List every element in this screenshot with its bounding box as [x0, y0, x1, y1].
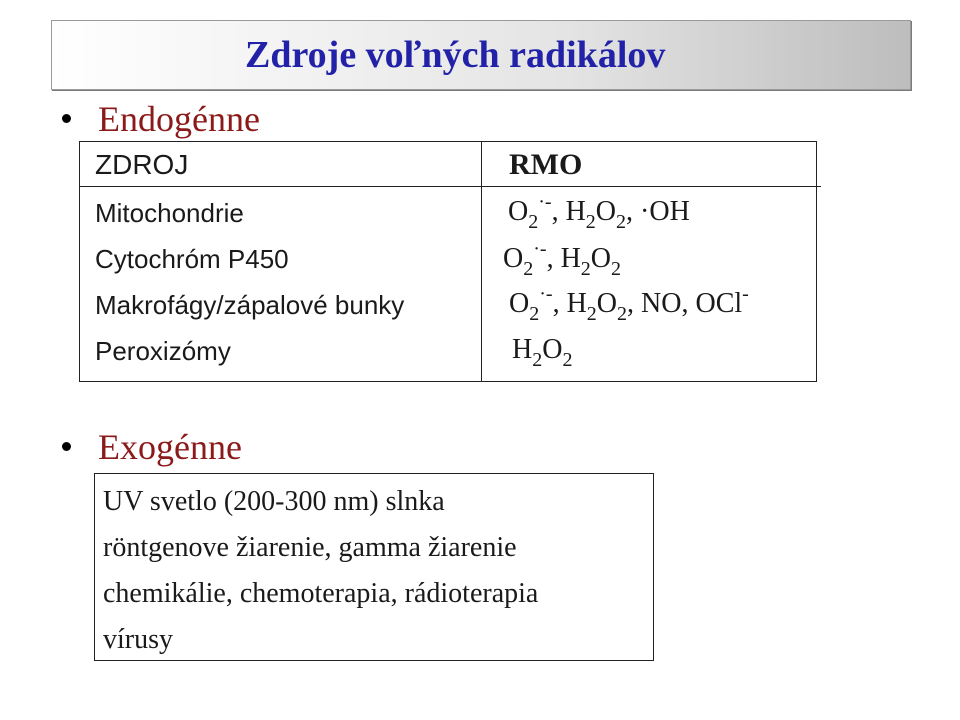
- formula-subscript: 2: [562, 349, 573, 371]
- formula-subscript: 2: [586, 303, 597, 325]
- formula-text: , ·OH: [626, 196, 690, 227]
- formula-subscript: 2: [617, 303, 628, 325]
- formula-subscript: 2: [611, 258, 622, 280]
- formula-text: O: [596, 288, 618, 319]
- section-label-exogenous: Exogénne: [98, 427, 242, 467]
- exogenous-item: UV svetlo (200-300 nm) slnka: [103, 486, 445, 517]
- exogenous-item: chemikálie, chemoterapia, rádioterapia: [103, 578, 539, 609]
- formula-text: O: [503, 243, 524, 274]
- formula-text: O: [509, 288, 530, 319]
- formula-text: O: [590, 243, 612, 274]
- table-row-source: Makrofágy/zápalové bunky: [95, 290, 405, 320]
- exogenous-item: röntgenove žiarenie, gamma žiarenie: [103, 532, 517, 563]
- slide-title: Zdroje voľných radikálov: [245, 34, 666, 76]
- table-row-rmo: [508, 191, 690, 233]
- exogenous-item: vírusy: [103, 624, 173, 655]
- table-column-divider: [481, 141, 482, 382]
- formula-subscript: 2: [529, 303, 540, 325]
- formula-text: , H: [551, 196, 586, 227]
- formula-superscript: ·-: [533, 238, 547, 260]
- formula-text: , H: [546, 243, 581, 274]
- table-row-source: Peroxizómy: [95, 336, 231, 366]
- formula-superscript: -: [742, 283, 749, 305]
- table-row-source: Mitochondrie: [95, 198, 244, 228]
- section-label-endogenous: Endogénne: [98, 99, 260, 139]
- formula-subscript: 2: [616, 211, 627, 233]
- table-header-source: ZDROJ: [95, 149, 189, 180]
- formula-text: H: [512, 334, 533, 365]
- formula-text: O: [595, 196, 617, 227]
- formula-subscript: 2: [580, 258, 591, 280]
- formula-subscript: 2: [532, 349, 543, 371]
- table-header-rule: [79, 186, 821, 187]
- table-row-rmo: [512, 334, 573, 371]
- formula-subscript: 2: [585, 211, 596, 233]
- table-row-source: Cytochróm P450: [95, 244, 289, 274]
- table-header-rmo: RMO: [509, 148, 583, 181]
- table-row-rmo: [509, 283, 749, 325]
- bullet-dot-exogenous: [62, 442, 71, 451]
- formula-text: O: [508, 196, 529, 227]
- formula-text: O: [542, 334, 563, 365]
- formula-subscript: 2: [523, 258, 534, 280]
- bullet-dot-endogenous: [62, 114, 71, 123]
- formula-text: , NO, OCl: [627, 288, 743, 319]
- formula-superscript: ·-: [539, 283, 553, 305]
- formula-text: , H: [552, 288, 587, 319]
- formula-superscript: ·-: [538, 191, 552, 213]
- table-row-rmo: [503, 238, 622, 280]
- formula-subscript: 2: [528, 211, 539, 233]
